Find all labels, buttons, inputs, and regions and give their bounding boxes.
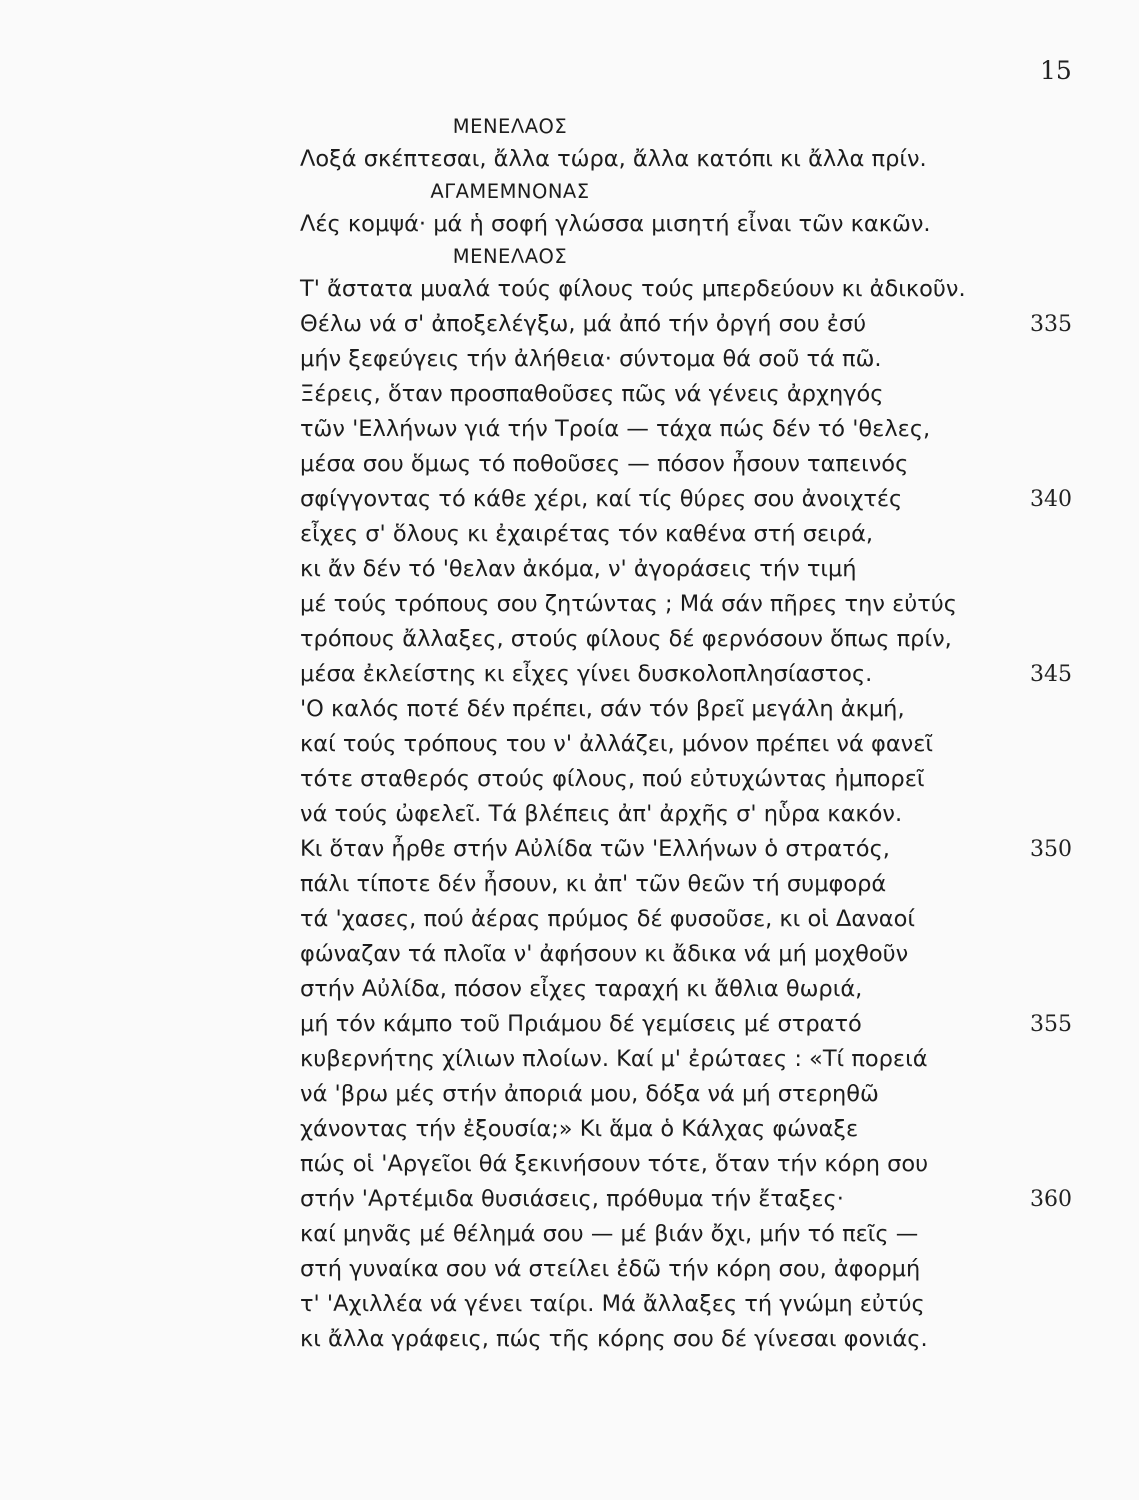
- verse-line: μέ τούς τρόπους σου ζητώντας ; Μά σάν πῆρες την εὐτύς: [300, 591, 958, 617]
- verse-line: μήν ξεφεύγεις τήν ἀλήθεια· σύντομα θά σοῦ τά πῶ.: [300, 346, 882, 372]
- verse-line: καί μηνᾶς μέ θέλημά σου — μέ βιάν ὄχι, μήν τό πεῖς —: [300, 1221, 919, 1247]
- verse-line: τά 'χασες, πού ἀέρας πρύμος δέ φυσοῦσε, κι οἱ Δαναοί: [300, 906, 915, 932]
- verse-line: πάλι τίποτε δέν ἦσουν, κι ἀπ' τῶν θεῶν τή συμφορά: [300, 871, 887, 897]
- line-number: 345: [1030, 662, 1072, 687]
- line-number: 360: [1030, 1187, 1072, 1212]
- verse-line: μέσα ἐκλείστης κι εἶχες γίνει δυσκολοπλησίαστος.: [300, 661, 873, 687]
- verse-line: Λές κομψά· μά ἡ σοφή γλώσσα μισητή εἶναι τῶν κακῶν.: [300, 211, 931, 237]
- verse-line: φώναζαν τά πλοῖα ν' ἀφήσουν κι ἄδικα νά μή μοχθοῦν: [300, 941, 909, 967]
- verse-line: Τ' ἄστατα μυαλά τούς φίλους τούς μπερδεύουν κι ἀδικοῦν.: [300, 276, 966, 302]
- speaker-heading: ΑΓΑΜΕΜΝΟΝΑΣ: [430, 180, 590, 203]
- verse-line: στήν 'Αρτέμιδα θυσιάσεις, πρόθυμα τήν ἔταξες·: [300, 1186, 844, 1212]
- verse-line: μή τόν κάμπο τοῦ Πριάμου δέ γεμίσεις μέ στρατό: [300, 1011, 862, 1037]
- verse-line: Θέλω νά σ' ἀποξελέγξω, μά ἀπό τήν ὀργή σου ἐσύ: [300, 311, 867, 337]
- verse-line: τ' 'Αχιλλέα νά γένει ταίρι. Μά ἄλλαξες τή γνώμη εὐτύς: [300, 1291, 925, 1317]
- verse-line: εἶχες σ' ὅλους κι ἐχαιρέτας τόν καθένα στή σειρά,: [300, 521, 874, 547]
- verse-line: κι ἄν δέν τό 'θελαν ἀκόμα, ν' ἀγοράσεις τήν τιμή: [300, 556, 857, 582]
- verse-line: καί τούς τρόπους του ν' ἀλλάζει, μόνον πρέπει νά φανεῖ: [300, 731, 933, 757]
- verse-line: στήν Αὐλίδα, πόσον εἶχες ταραχή κι ἄθλια θωριά,: [300, 976, 863, 1002]
- speaker-heading: ΜΕΝΕΛΑΟΣ: [452, 245, 568, 268]
- verse-line: χάνοντας τήν ἐξουσία;» Κι ἅμα ὁ Κάλχας φώναξε: [300, 1116, 859, 1142]
- verse-line: πώς οἱ 'Αργεῖοι θά ξεκινήσουν τότε, ὅταν τήν κόρη σου: [300, 1151, 929, 1177]
- line-number: 335: [1030, 312, 1072, 337]
- verse-line: νά τούς ὠφελεῖ. Τά βλέπεις ἀπ' ἀρχῆς σ' ηὗρα κακόν.: [300, 801, 903, 827]
- verse-line: κι ἄλλα γράφεις, πώς τῆς κόρης σου δέ γίνεσαι φονιάς.: [300, 1326, 928, 1352]
- verse-line: νά 'βρω μές στήν ἀποριά μου, δόξα νά μή στερηθῶ: [300, 1081, 879, 1107]
- verse-line: τῶν 'Ελλήνων γιά τήν Τροία — τάχα πώς δέν τό 'θελες,: [300, 416, 931, 442]
- verse-line: τότε σταθερός στούς φίλους, πού εὐτυχώντας ἠμπορεῖ: [300, 766, 925, 792]
- line-number: 355: [1030, 1012, 1072, 1037]
- verse-line: Λοξά σκέπτεσαι, ἄλλα τώρα, ἄλλα κατόπι κι ἄλλα πρίν.: [300, 146, 927, 172]
- speaker-heading: ΜΕΝΕΛΑΟΣ: [452, 115, 568, 138]
- line-number: 350: [1030, 837, 1072, 862]
- verse-line: Κι ὅταν ἦρθε στήν Αὐλίδα τῶν 'Ελλήνων ὁ στρατός,: [300, 836, 890, 862]
- verse-line: Ξέρεις, ὅταν προσπαθοῦσες πῶς νά γένεις ἀρχηγός: [300, 381, 884, 407]
- verse-line: στή γυναίκα σου νά στείλει ἐδῶ τήν κόρη σου, ἀφορμή: [300, 1256, 921, 1282]
- verse-line: μέσα σου ὅμως τό ποθοῦσες — πόσον ἦσουν ταπεινός: [300, 451, 909, 477]
- verse-line: σφίγγοντας τό κάθε χέρι, καί τίς θύρες σου ἀνοιχτές: [300, 486, 903, 512]
- verse-line: 'Ο καλός ποτέ δέν πρέπει, σάν τόν βρεῖ μεγάλη ἀκμή,: [300, 696, 905, 722]
- verse-line: τρόπους ἄλλαξες, στούς φίλους δέ φερνόσουν ὅπως πρίν,: [300, 626, 952, 652]
- line-number: 340: [1030, 487, 1072, 512]
- page-number: 15: [1040, 56, 1072, 85]
- verse-line: κυβερνήτης χίλιων πλοίων. Καί μ' ἐρώταες : «Τί πορειά: [300, 1046, 928, 1072]
